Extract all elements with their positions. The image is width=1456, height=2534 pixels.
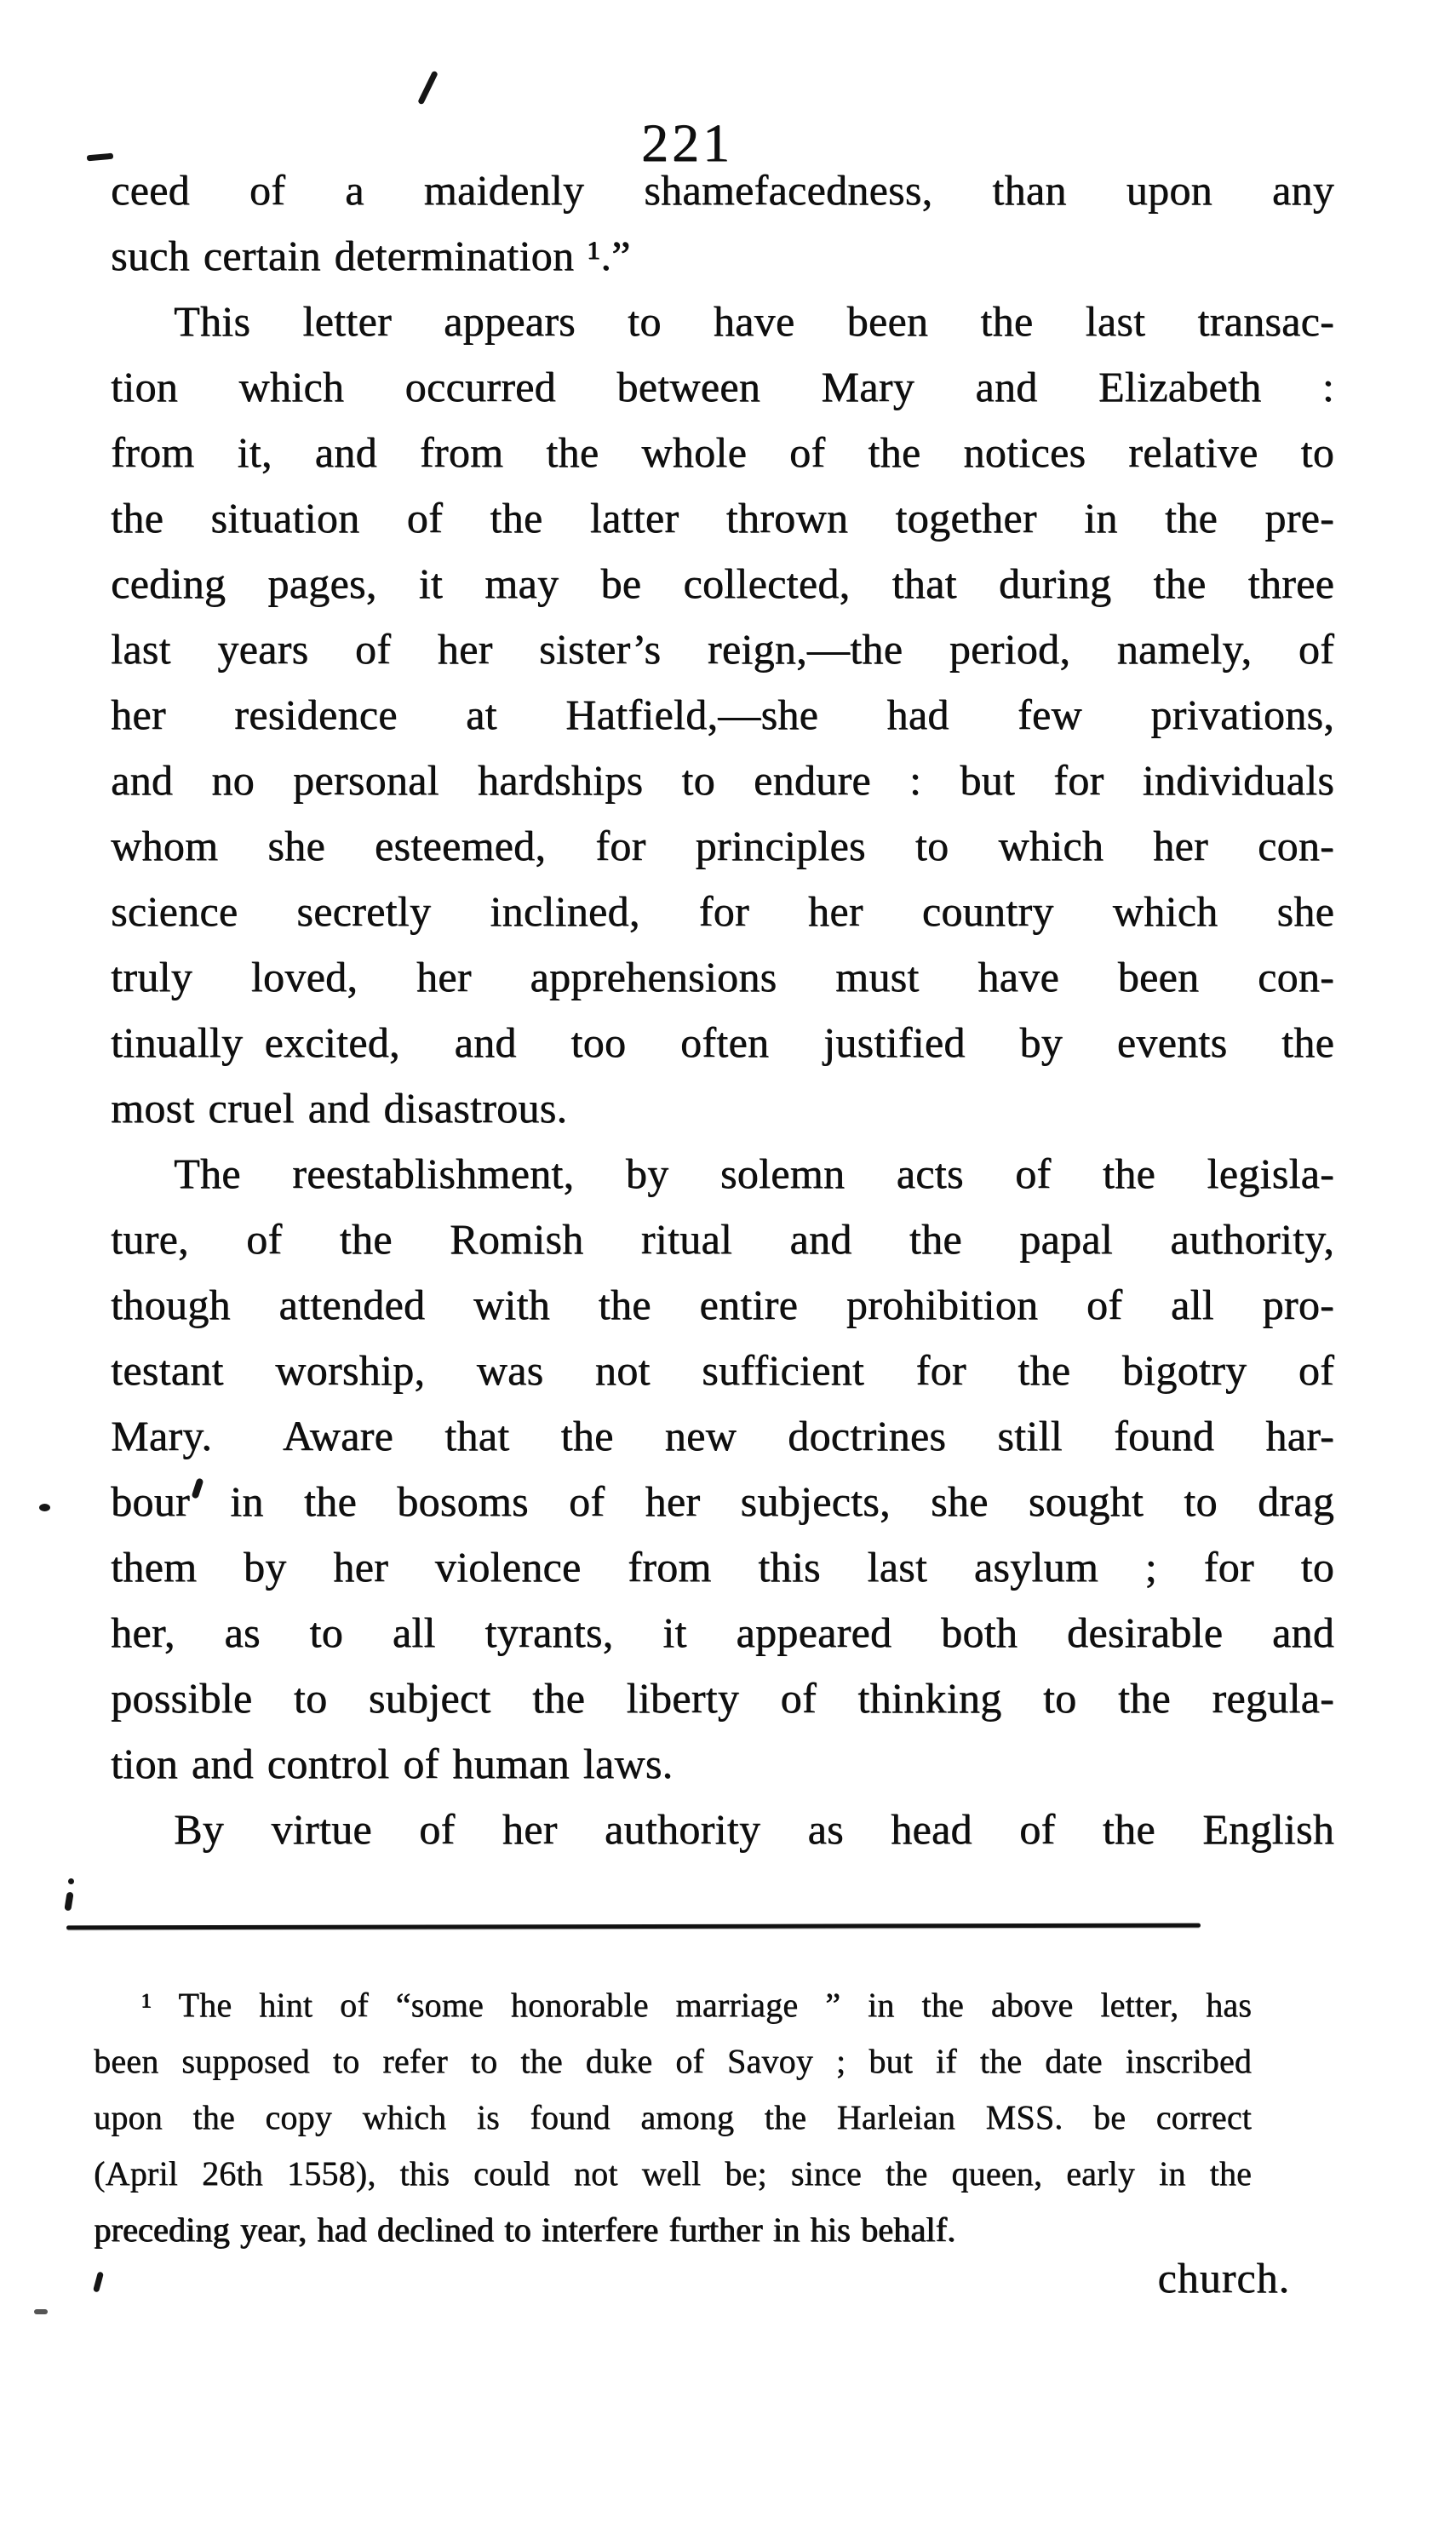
body-line: her residence at Hatfield,—she had few privations, <box>111 691 1334 738</box>
body-line: such certain determination ¹.” <box>111 232 631 279</box>
body-line: them by her violence from this last asylum ; for to <box>111 1543 1334 1591</box>
body-line: whom she esteemed, for principles to which her con- <box>111 822 1334 869</box>
body-line: The reestablishment, by solemn acts of the legisla- <box>174 1149 1334 1197</box>
body-line: though attended with the entire prohibition of all pro- <box>111 1281 1334 1328</box>
body-line: ceding pages, it may be collected, that during the three <box>111 559 1334 607</box>
body-line: her, as to all tyrants, it appeared both desirable and <box>111 1608 1334 1656</box>
body-line: tion and control of human laws. <box>111 1740 674 1787</box>
body-line: ture, of the Romish ritual and the papal authority, <box>111 1215 1334 1263</box>
footnote-line: (April 26th 1558), this could not well be; since the queen, early in the <box>94 2154 1252 2193</box>
body-line: This letter appears to have been the last transac- <box>174 297 1334 345</box>
body-line: the situation of the latter thrown together in the pre- <box>111 494 1334 542</box>
footnote-line: been supposed to refer to the duke of Savoy ; but if the date inscribed <box>94 2042 1252 2080</box>
body-line: last years of her sister’s reign,—the period, namely, of <box>111 625 1334 673</box>
footnote <box>94 1977 1252 2258</box>
page-number: 221 <box>641 112 733 173</box>
body-line: ceed of a maidenly shamefacedness, than upon any <box>111 166 1334 214</box>
slash-speck-artifact <box>417 71 439 106</box>
rule-tick-artifact <box>64 1892 73 1912</box>
faint-dash-artifact <box>34 2309 48 2314</box>
footnote-line: upon the copy which is found among the Harleian MSS. be correct <box>94 2098 1252 2136</box>
footnote-line: preceding year, had declined to interfere further in his behalf. <box>94 2210 956 2249</box>
rule-tick-dot-artifact <box>68 1878 74 1884</box>
body-line: truly loved, her apprehensions must have been con- <box>111 953 1334 1000</box>
body-line: bour in the bosoms of her subjects, she sought to drag <box>111 1477 1334 1525</box>
body-line: most cruel and disastrous. <box>111 1084 568 1132</box>
body-line: tinually excited, and too often justified by events the <box>111 1018 1334 1066</box>
body-line: By virtue of her authority as head of the English <box>174 1805 1334 1853</box>
footnote-line: ¹ The hint of “some honorable marriage ” in the above letter, has <box>141 1986 1252 2024</box>
body-line: possible to subject the liberty of thinking to the regula- <box>111 1674 1334 1722</box>
body-line: tion which occurred between Mary and Elizabeth : <box>111 363 1334 410</box>
footnote-divider-rule <box>66 1923 1201 1930</box>
body-line: from it, and from the whole of the notices relative to <box>111 428 1334 476</box>
body-line: science secretly inclined, for her country which she <box>111 887 1334 935</box>
margin-dash-artifact <box>87 153 113 162</box>
margin-dot-artifact <box>39 1504 50 1511</box>
body-line: Mary. Aware that the new doctrines still found har- <box>111 1412 1334 1459</box>
apostrophe-speck-artifact <box>93 2272 104 2293</box>
body-text <box>111 158 1334 1862</box>
body-line: testant worship, was not sufficient for the bigotry of <box>111 1346 1334 1394</box>
catchword: church. <box>1157 2254 1290 2302</box>
body-line: and no personal hardships to endure : but for individuals <box>111 756 1334 804</box>
